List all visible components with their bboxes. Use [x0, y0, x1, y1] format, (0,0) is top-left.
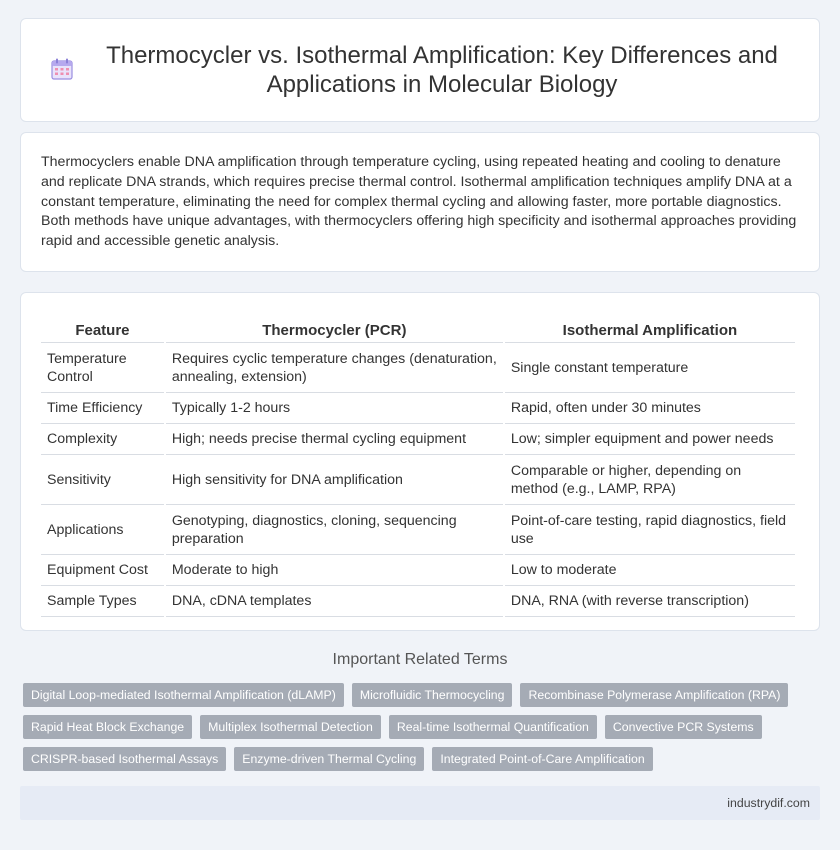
related-term-tag[interactable]: Rapid Heat Block Exchange — [23, 715, 192, 739]
related-term-tag[interactable]: Real-time Isothermal Quantification — [389, 715, 597, 739]
related-terms-title: Important Related Terms — [332, 651, 508, 668]
title-wrap — [50, 41, 790, 99]
page-title: Thermocycler vs. Isothermal Amplification: Key Differences and Applications in Molecular Biology — [106, 42, 778, 98]
table-header: Isothermal Amplification — [505, 313, 795, 343]
table-row — [41, 343, 795, 393]
table-cell: Genotyping, diagnostics, cloning, sequencing preparation — [166, 505, 503, 555]
table-cell: Sensitivity — [41, 455, 164, 505]
table-row — [41, 393, 795, 424]
table-row — [41, 424, 795, 455]
table-row — [41, 505, 795, 555]
related-term-tag[interactable]: Microfluidic Thermocycling — [352, 683, 513, 707]
table-cell: Complexity — [41, 424, 164, 455]
table-header: Thermocycler (PCR) — [166, 313, 503, 343]
related-term-tag[interactable]: Enzyme-driven Thermal Cycling — [234, 747, 424, 771]
table-cell: Point-of-care testing, rapid diagnostics, field use — [505, 505, 795, 555]
intro-card — [20, 132, 820, 272]
table-cell: Moderate to high — [166, 555, 503, 586]
table-cell: Rapid, often under 30 minutes — [505, 393, 795, 424]
table-cell: Low to moderate — [505, 555, 795, 586]
table-cell: DNA, RNA (with reverse transcription) — [505, 586, 795, 617]
table-header-row — [41, 313, 795, 343]
table-cell: High sensitivity for DNA amplification — [166, 455, 503, 505]
table-cell: Comparable or higher, depending on method (e.g., LAMP, RPA) — [505, 455, 795, 505]
related-terms-list — [23, 683, 813, 771]
table-cell: Low; simpler equipment and power needs — [505, 424, 795, 455]
intro-text: Thermocyclers enable DNA amplification through temperature cycling, using repeated heating and cooling to denature and replicate DNA strands, which requires precise thermal control. Isothermal amplification techniques amplify DNA at a constant temperature, eliminating the need for complex thermal cycling and allowing faster, more portable diagnostics. Both methods have unique advantages, with thermocyclers offering high specificity and isothermal approaches providing rapid and accessible genetic analysis. — [41, 154, 797, 250]
table-cell: Time Efficiency — [41, 393, 164, 424]
table-cell: High; needs precise thermal cycling equipment — [166, 424, 503, 455]
table-cell: Requires cyclic temperature changes (denaturation, annealing, extension) — [166, 343, 503, 393]
comparison-table-card — [20, 292, 820, 631]
related-term-tag[interactable]: Digital Loop-mediated Isothermal Amplification (dLAMP) — [23, 683, 344, 707]
table-header: Feature — [41, 313, 164, 343]
related-term-tag[interactable]: Recombinase Polymerase Amplification (RPA) — [520, 683, 788, 707]
related-term-tag[interactable]: Convective PCR Systems — [605, 715, 762, 739]
table-row — [41, 586, 795, 617]
related-term-tag[interactable]: Integrated Point-of-Care Amplification — [432, 747, 652, 771]
table-row — [41, 555, 795, 586]
table-cell: Applications — [41, 505, 164, 555]
table-cell: DNA, cDNA templates — [166, 586, 503, 617]
table-cell: Typically 1-2 hours — [166, 393, 503, 424]
related-term-tag[interactable]: Multiplex Isothermal Detection — [200, 715, 381, 739]
calendar-icon — [50, 57, 74, 81]
related-term-tag[interactable]: CRISPR-based Isothermal Assays — [23, 747, 226, 771]
header-card — [20, 18, 820, 122]
table-cell: Equipment Cost — [41, 555, 164, 586]
table-row — [41, 455, 795, 505]
comparison-table — [39, 313, 797, 617]
table-cell: Single constant temperature — [505, 343, 795, 393]
footer-site-link[interactable]: industrydif.com — [727, 796, 810, 810]
footer — [20, 786, 820, 820]
table-cell: Sample Types — [41, 586, 164, 617]
table-cell: Temperature Control — [41, 343, 164, 393]
